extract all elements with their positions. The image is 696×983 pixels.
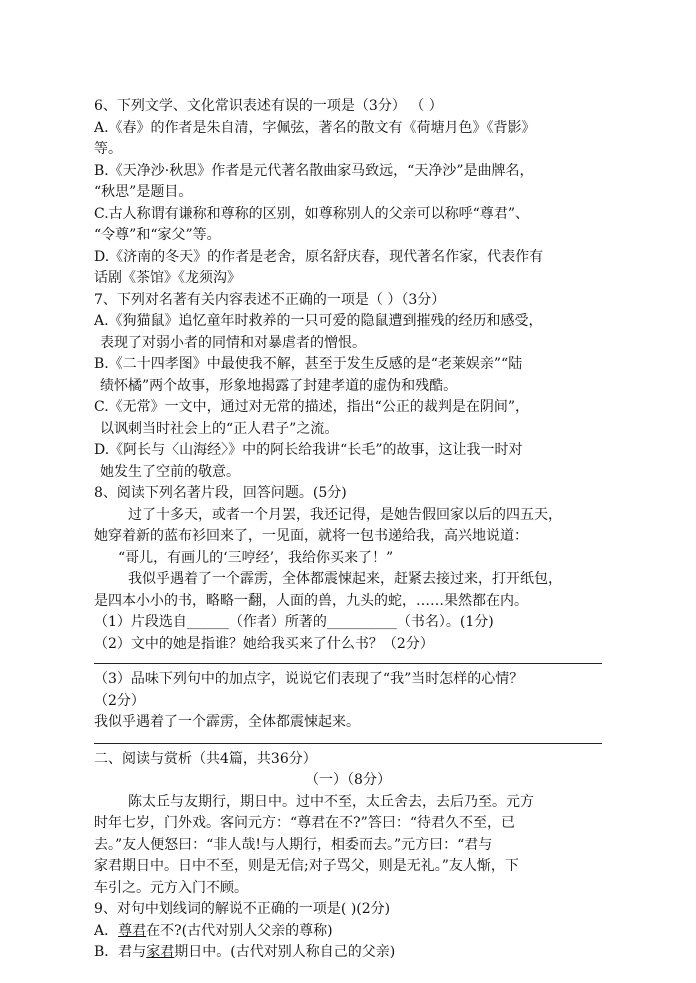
q8-passage-line5: 是四本小小的书，略略一翻，人面的兽，九头的蛇，……果然都在内。 bbox=[94, 593, 528, 609]
q8-passage-line2: 她穿着新的蓝布衫回来了，一见面，就将一包书递给我，高兴地说道： bbox=[94, 528, 528, 544]
q7-option-d-line2: 她发生了空前的敬意。 bbox=[100, 464, 240, 480]
q6-option-d-line1: D.《济南的冬天》的作者是老舍，原名舒庆春，现代著名作家，代表作有 bbox=[94, 249, 544, 265]
q6-option-d-line2: 话剧《茶馆》《龙须沟》 bbox=[94, 270, 241, 286]
q9-option-a bbox=[94, 920, 333, 942]
q9-stem: 9、对句中划线词的解说不正确的一项是( )(2分) bbox=[94, 901, 391, 917]
q6-option-b-line2: “秋思”是题目。 bbox=[94, 184, 193, 200]
q8-passage-line1: 过了十多天，或者一个月罢，我还记得，是她告假回家以后的四五天， bbox=[128, 507, 562, 523]
q7-option-c-line2: 以讽刺当时社会上的“正人君子”之流。 bbox=[100, 421, 339, 437]
answer-line bbox=[94, 663, 602, 664]
q8-subquestion-3-line2: （2分） bbox=[94, 693, 145, 709]
q7-option-a-line1: A.《狗猫鼠》追忆童年时救养的一只可爱的隐鼠遭到摧残的经历和感受， bbox=[94, 313, 543, 329]
q8-subquestion-3-line1: （3）品味下列句中的加点字，说说它们表现了“我”当时怎样的心情？ bbox=[94, 671, 524, 687]
q6-option-c-line2: “令尊”和“家父”等。 bbox=[94, 227, 221, 243]
option-text: 在不?(古代对别人父亲的尊称) bbox=[146, 923, 333, 939]
q6-option-a-line1: A.《春》的作者是朱自清，字佩弦，著名的散文有《荷塘月色》《背影》 bbox=[94, 120, 536, 136]
classical-text-line5: 车引之。元方入门不顾。 bbox=[94, 880, 248, 896]
q7-stem: 7、下列对名著有关内容表述不正确的一项是（ ）（3分） bbox=[94, 292, 446, 308]
underlined-word: 家君 bbox=[146, 944, 175, 960]
q7-option-b-line1: B.《二十四孝图》中最使我不解，甚至于发生反感的是“老莱娱亲”“陆 bbox=[94, 356, 523, 372]
classical-text-line2: 时年七岁，门外戏。客问元方：“尊君在不?”答曰：“待君久不至，已 bbox=[94, 815, 515, 831]
q8-passage-line4: 我似乎遇着了一个霹雳，全体都震悚起来，赶紧去接过来，打开纸包， bbox=[128, 571, 562, 587]
answer-line bbox=[94, 743, 602, 744]
q8-quoted-sentence: 我似乎遇着了一个霹雳，全体都震悚起来。 bbox=[94, 714, 360, 730]
q8-stem: 8、阅读下列名著片段，回答问题。(5分) bbox=[94, 485, 347, 501]
q9-option-b bbox=[94, 941, 395, 963]
classical-text-line1: 陈太丘与友期行，期日中。过中不至，太丘舍去，去后乃至。元方 bbox=[128, 794, 534, 810]
q7-option-c-line1: C.《无常》一文中，通过对无常的描述，指出“公正的裁判是在阴间”， bbox=[94, 399, 529, 415]
section-2-title: 二、阅读与赏析（共4篇，共36分） bbox=[94, 751, 317, 767]
q8-subquestion-2: （2）文中的她是指谁？她给我买来了什么书？（2分） bbox=[94, 636, 434, 652]
q7-option-b-line2: 绩怀橘”两个故事，形象地揭露了封建孝道的虚伪和残酷。 bbox=[100, 378, 458, 394]
option-prefix: B．君与 bbox=[94, 944, 147, 960]
q6-option-a-line2: 等。 bbox=[94, 141, 122, 157]
classical-text-line4: 家君期日中。日中不至，则是无信;对子骂父，则是无礼。”友人惭，下 bbox=[94, 858, 519, 874]
option-prefix: A． bbox=[94, 923, 119, 939]
q7-option-d-line1: D.《阿长与〈山海经〉》中的阿长给我讲“长毛”的故事，这让我一时对 bbox=[94, 442, 523, 458]
section-2-subtitle: （一）（8分） bbox=[305, 772, 391, 788]
q7-option-a-line2: 表现了对弱小者的同情和对暴虐者的憎恨。 bbox=[100, 335, 366, 351]
q6-option-b-line1: B.《天净沙·秋思》作者是元代著名散曲家马致远，“天净沙”是曲牌名， bbox=[94, 163, 534, 179]
q8-passage-line3: “哥儿，有画儿的‘三哼经’，我给你买来了！” bbox=[118, 550, 394, 566]
underlined-word: 尊君 bbox=[118, 923, 147, 939]
q8-subquestion-1: （1）片段选自______（作者）所著的__________（书名）。(1分) bbox=[94, 614, 494, 630]
classical-text-line3: 去。”友人便怒曰：“非人哉!与人期行，相委而去。”元方曰：“君与 bbox=[94, 837, 493, 853]
q6-option-c-line1: C.古人称谓有谦称和尊称的区别，如尊称别人的父亲可以称呼“尊君”、 bbox=[94, 206, 529, 222]
option-text: 期日中。(古代对别人称自己的父亲) bbox=[174, 944, 396, 960]
q6-stem: 6、下列文学、文化常识表述有误的一项是（3分） （ ） bbox=[94, 98, 443, 114]
